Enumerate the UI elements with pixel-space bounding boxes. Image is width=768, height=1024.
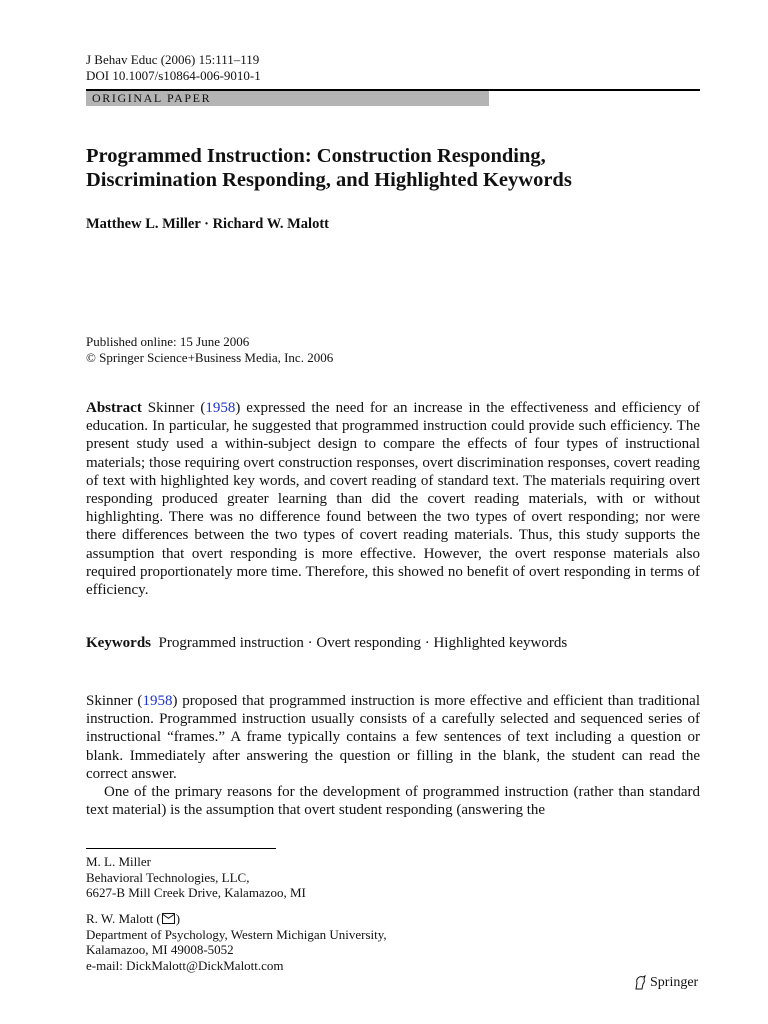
keywords-text: Programmed instruction · Overt responding · Highlighted keywords <box>158 635 568 651</box>
author-affiliation-1 <box>86 854 306 901</box>
abstract-ref-author: Skinner ( <box>147 400 206 416</box>
publisher-logo <box>633 975 698 991</box>
affil-email[interactable]: e-mail: DickMalott@DickMalott.com <box>86 957 284 973</box>
keywords <box>86 635 567 652</box>
p1-text: ) proposed that programmed instruction is more effective and efficient than traditional instruction. Programmed instruction usually consists of a carefully selected and sequenced series of instructional “frames.” A frame typically contains a few sentences of text including a question or blank. Immediately after answering the question or filling in the blank, the student can read the correct answer. <box>86 693 700 782</box>
doi[interactable]: DOI 10.1007/s10864-006-9010-1 <box>86 68 261 83</box>
title-line-1: Programmed Instruction: Construction Responding, <box>86 145 546 167</box>
p1-author: Skinner ( <box>86 693 143 709</box>
article-type-badge: ORIGINAL PAPER <box>86 91 489 106</box>
author-affiliation-2 <box>86 911 387 973</box>
affil-name: M. L. Miller <box>86 854 151 869</box>
copyright: © Springer Science+Business Media, Inc. 2006 <box>86 350 334 365</box>
affil-address: 6627-B Mill Creek Drive, Kalamazoo, MI <box>86 885 306 900</box>
keywords-label: Keywords <box>86 635 151 651</box>
publication-info <box>86 334 333 366</box>
affil-city: Kalamazoo, MI 49008-5052 <box>86 942 234 957</box>
publisher-name: Springer <box>650 975 699 990</box>
published-date: Published online: 15 June 2006 <box>86 334 250 349</box>
abstract <box>86 399 700 599</box>
citation-link[interactable]: 1958 <box>142 693 173 709</box>
journal-citation: J Behav Educ (2006) 15:111–119 <box>86 52 260 67</box>
envelope-icon <box>162 913 175 924</box>
authors: Matthew L. Miller · Richard W. Malott <box>86 216 329 232</box>
affil-name <box>86 911 387 927</box>
body-paragraph-1 <box>86 692 700 783</box>
springer-horse-icon <box>633 975 647 991</box>
abstract-label: Abstract <box>86 400 142 416</box>
footnote-rule <box>86 848 276 849</box>
affil-dept: Department of Psychology, Western Michigan University, <box>86 926 387 942</box>
citation-link[interactable]: 1958 <box>205 400 236 416</box>
paper-title <box>86 144 700 192</box>
affil-name-end: ) <box>175 911 181 926</box>
abstract-text: ) expressed the need for an increase in the effectiveness and efficiency of education. In particular, he suggested that programmed instruction could provide such efficiency. The present study used a within-subject design to compare the effects of four types of instructional materials; those requiring overt construction responses, overt discrimination responses, covert reading of text with highlighted key words, and covert reading of standard text. The materials requiring overt responding produced greater learning than did the covert reading materials, with or without highlighting. There was no difference found between the two types of overt responding; nor were there differences between the two types of covert reading materials. Thus, this study supports the assumption that overt responding is more effective. However, the overt response materials also required proportionately more time. Therefore, this showed no benefit of overt responding in terms of efficiency. <box>86 400 700 599</box>
affil-name-text: R. W. Malott ( <box>86 911 161 926</box>
title-line-2: Discrimination Responding, and Highlighted Keywords <box>86 169 572 191</box>
affil-org: Behavioral Technologies, LLC, <box>86 869 250 885</box>
body-paragraph-2: One of the primary reasons for the development of programmed instruction (rather than standard text material) is the assumption that overt student responding (answering the <box>86 784 700 819</box>
journal-header <box>86 52 261 84</box>
